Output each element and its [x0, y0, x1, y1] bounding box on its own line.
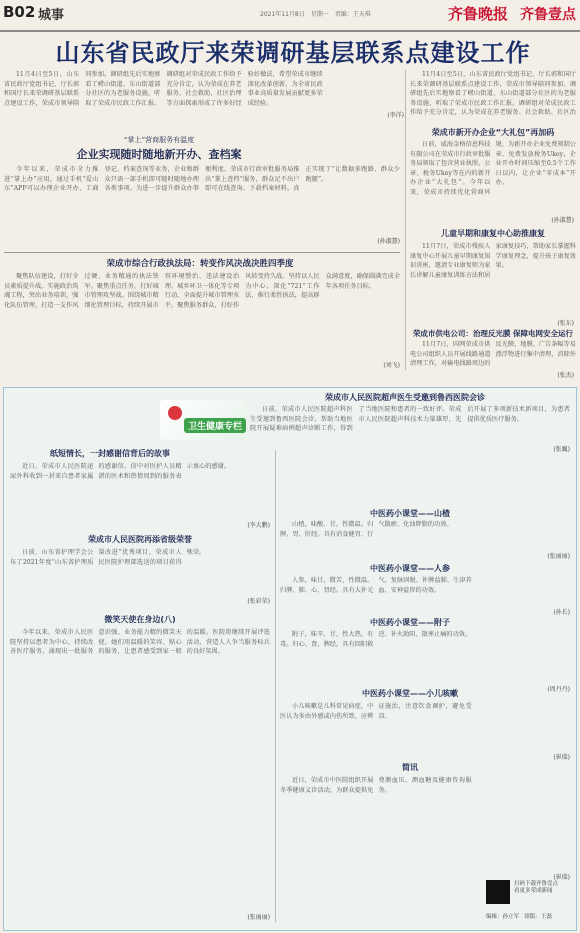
box-title: 荣成市人民医院超声医生受邀到鲁西医院会诊	[325, 393, 485, 402]
b2-title: 荣成市人民医院再添省级荣誉	[88, 535, 192, 544]
c2-title: 中医药小课堂——人参	[370, 564, 450, 573]
column-badge: 卫生健康专栏	[184, 418, 246, 433]
c2-author: (孙长)	[553, 609, 570, 616]
b3-author: (张丽丽)	[247, 914, 270, 921]
lead-body: 11月4日至5日，山东省民政厅党组书记、厅长郭和国厅长来荣调研基层联系点建设工作，荣成市领导陪同参加。调研组先后实地察看了崂山街道、东山街道部分社区的为老服务设施，听取了荣成市民政工作汇报。调研组对荣成民政工作给予充分肯定，认为荣成在养老服务、社会救助、社区治理等方面探索形成了许多好经验好做法，希望荣成市继续深化改革创新，为全省民政事业高质量发展贡献更多荣成经验。	[4, 71, 323, 107]
lead-author: (李洋)	[387, 112, 404, 119]
c4-body: 小儿咳嗽是儿科常见病症，中医认为多由外感或内伤所致，应辨证施治，注意饮食调护，避免受凉。	[280, 703, 472, 720]
c3-author: (周丹丹)	[547, 686, 570, 693]
story4-body: 日前，威海金格信息科技有限公司在荣成市行政审批服务局领取了包含营业执照、公章、税务Ukey等在内的新开办企业“大礼包”。今年以来，荣成市持续优化营商环境，为新开办企业免费刻制公章、免费发放税务Ukey，企业开办时间压缩至0.5个工作日以内，让企业“零成本”开办。	[410, 141, 576, 196]
story5-title: 儿童早期和康复中心助推康复	[441, 229, 545, 238]
b3-body: 今年以来，荣成市人民医院坚持以患者为中心，持续改善医疗服务，涌现出一批服务意识强、业务能力精的微笑天使。她们用温暖的笑容、贴心的服务，让患者感受到家一般的温暖。医院将继续开展评选活动，营造人人争当服务标兵的良好氛围。	[10, 629, 270, 655]
page-headline: 山东省民政厅来荣调研基层联系点建设工作	[55, 39, 531, 67]
story5-body: 11月7日，荣成市残疾人康复中心开展儿童早期康复知识讲座，邀请专业康复师为家长讲解儿童康复训练方法和居家康复技巧，帮助家长掌握科学康复理念，提升孩子康复效果。	[410, 243, 576, 279]
story2-title: 企业实现随时随地新开办、查档案	[76, 148, 242, 161]
story2-author: (孙淑慧)	[377, 238, 400, 245]
medical-cross-icon	[168, 406, 182, 420]
issue-date: 2021年11月8日 星期一 责编：王天琪	[260, 11, 371, 18]
c1-author: (张丽丽)	[547, 553, 570, 560]
story6-body: 11月7日，国网荣成市供电公司组织人员开展线路通道清理工作，对输电线路周边的反光膜、地膜、广告条幅等易漂浮物进行集中清理，消除外	[410, 341, 576, 367]
story4-title: 荣成市新开办企业“大礼包”再加码	[431, 128, 555, 137]
brand-logo: 齐鲁晚报	[448, 5, 509, 23]
c2-body: 人参，味甘、微苦，性微温。归脾、肺、心、肾经。具有大补元气、复脉固脱、补脾益肺、生津养血、安神益智的功效。	[280, 577, 472, 594]
box-author: (张巍)	[553, 446, 570, 453]
b1-body: 近日，荣成市人民医院泌尿外科收到一封来自患者家属的感谢信，信中对医护人员精湛的医术和热情周到的服务表示衷心的感谢。	[10, 463, 230, 480]
c1-title: 中医药小课堂——山楂	[370, 509, 450, 518]
story3-body: 聚焦队伍建设，打好全员素质提升战。实施政治筑魂工程，突出业务培训，强化队伍管理，打造一支作风过硬、业务精通的执法铁军。聚焦重点任务，打好城市管理攻坚战。围绕城市精细化管理目标，持续开展市容环境整治、违法建设治理、城乡环卫一体化等专项行动，全面提升城市管理水平。聚焦服务群众，打好作风转变持久战。坚持以人民为中心，深化“721”工作法，推行柔性执法，提高群众满意度，确保圆满完成全年各项任务目标。	[4, 273, 400, 309]
editor-credit: 编辑：孙立军 组版：王磊	[486, 914, 553, 920]
story5-author: (张东)	[557, 320, 574, 327]
c4-author: (崔瑞)	[553, 754, 570, 761]
column-divider	[405, 70, 406, 370]
c5-body: 近日，荣成市中医院组织开展冬季健康义诊活动，为群众提供免费测血压、测血糖及健康咨询服务。	[280, 777, 472, 794]
b3-title: 微笑天使在身边(八)	[104, 615, 176, 624]
c4-title: 中医药小课堂——小儿咳嗽	[362, 689, 458, 698]
story3-author: (刘飞)	[383, 362, 400, 369]
c5-author: (崔瑞)	[553, 874, 570, 881]
page-number: B02	[3, 3, 36, 21]
box-body: 日前，荣成市人民医院超声科医生受邀到鲁西医院会诊，帮助当地医院开展疑难病例超声诊断工作，得到了当地医院和患者的一致好评。荣成市人民医院超声科技术力量雄厚，先后开展了多项新技术新项目，为患者提供优质医疗服务。	[250, 406, 570, 432]
section-name: 城事	[38, 8, 65, 23]
b2-author: (张彩荣)	[247, 598, 270, 605]
c5-title: 简讯	[402, 763, 418, 772]
c3-title: 中医药小课堂——附子	[370, 618, 450, 627]
qr-code[interactable]	[486, 880, 510, 904]
story2-kicker: “掌上”营商服务有温度	[123, 136, 195, 144]
b2-body: 日前，山东省护理学会公布了2021年度“山东省护理质量改进”优秀项目，荣成市人民医院护理部选送的项目获得殊荣。	[10, 549, 206, 566]
story2-body: 今年以来，荣成市全力推进“掌上办”应用，通过手机“爱山东”APP可以办理企业开办、工商登记、档案查询等业务，企业和群众只需一部手机即可随时随地办理各类事项。为进一步提升群众办事便利度，荣成市行政审批服务局推出“掌上查档”服务，群众足不出户即可在线查询、下载档案材料，真正实现了“让数据多跑路、群众少跑腿”。	[4, 166, 400, 192]
brand-logo-secondary: 齐鲁壹点	[520, 7, 576, 23]
c1-body: 山楂，味酸、甘，性微温。归脾、胃、肝经。具有消食健胃、行气散瘀、化浊降脂的功效。	[280, 521, 453, 538]
b1-title: 纸短情长，一封感谢信背后的故事	[50, 449, 170, 458]
health-column-emblem	[160, 400, 246, 440]
qr-caption: 扫码下载齐鲁壹点 看更多荣成新闻	[514, 881, 559, 894]
story3-title: 荣成市综合行政执法局：转变作风决战决胜四季度	[106, 259, 294, 269]
box-column-divider	[275, 450, 276, 922]
story6-title: 荣成市供电公司：治理反光膜 保障电网安全运行	[412, 329, 574, 338]
story4-author: (孙淑慧)	[551, 217, 574, 224]
right-lead-body: 11月4日至5日，山东省民政厅党组书记、厅长郭和国厅长来荣调研基层联系点建设工作，荣成市领导陪同参加。调研组先后实地察看了崂山街道、东山街道部分社区的为老服务设施，听取了荣成市民政工作汇报。调研组对荣成民政工作给予充分肯定，认为荣成在养老服务、社会救助、社区治	[410, 71, 576, 116]
divider	[4, 252, 400, 253]
b1-author: (李大鹏)	[247, 522, 270, 529]
story6-author: (张杰)	[557, 372, 574, 379]
header-rule	[0, 30, 580, 32]
c3-body: 附子，味辛、甘，性大热，有毒。归心、肾、脾经。具有回阳救逆、补火助阳、散寒止痛的功效。	[280, 631, 472, 648]
